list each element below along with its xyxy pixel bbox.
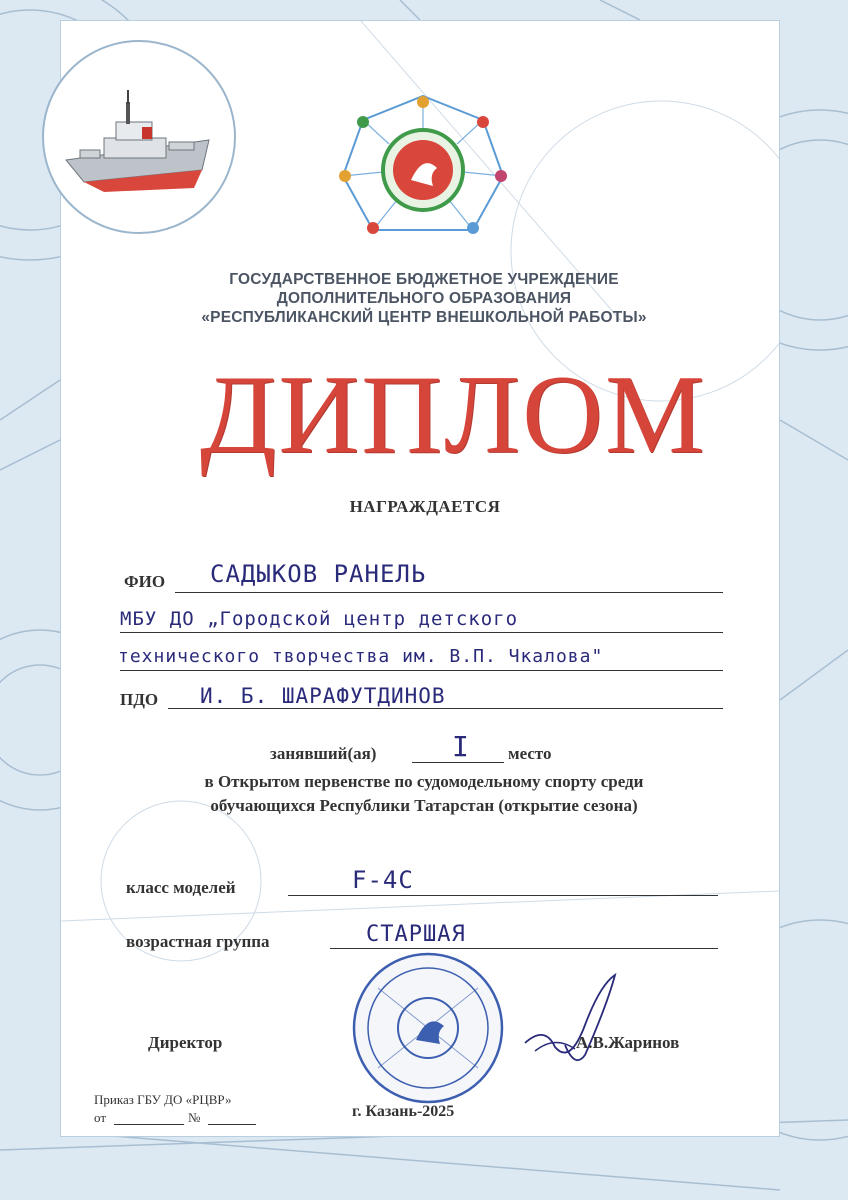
institution-line-2: технического творчества им. В.П. Чкалова" xyxy=(118,646,604,667)
org-line-1: ГОСУДАРСТВЕННОЕ БЮДЖЕТНОЕ УЧРЕЖДЕНИЕ xyxy=(229,271,619,288)
official-stamp xyxy=(348,948,508,1108)
model-class-value: F-4C xyxy=(352,866,414,894)
city-year: г. Казань-2025 xyxy=(352,1103,455,1120)
order-number-line xyxy=(208,1124,256,1125)
order-date-label: от xyxy=(94,1110,107,1125)
model-class-line xyxy=(288,895,718,896)
director-signature xyxy=(515,965,635,1075)
republic-emblem xyxy=(333,88,513,248)
place-value: I xyxy=(452,730,470,763)
competition-line-2: обучающихся Республики Татарстан (открытие сезона) xyxy=(210,796,638,815)
org-line xyxy=(120,632,723,633)
fio-line xyxy=(175,592,723,593)
competition-line-1: в Открытом первенстве по судомодельному спорту среди xyxy=(204,772,644,791)
age-group-value: СТАРШАЯ xyxy=(366,922,466,947)
age-group-label: возрастная группа xyxy=(126,932,270,951)
institution-line-1: МБУ ДО „Городской центр детского xyxy=(120,608,519,630)
order-number-label: № xyxy=(188,1110,201,1125)
org-line-3: «РЕСПУБЛИКАНСКИЙ ЦЕНТР ВНЕШКОЛЬНОЙ РАБОТЫ» xyxy=(201,309,647,326)
order-date-line xyxy=(114,1124,184,1125)
order-line-1: Приказ ГБУ ДО «РЦВР» xyxy=(94,1092,232,1107)
model-class-label: класс моделей xyxy=(126,878,236,897)
place-suffix: место xyxy=(508,744,552,763)
pdo-line xyxy=(168,708,723,709)
place-prefix: занявший(ая) xyxy=(270,744,377,763)
org-line-2-rule xyxy=(120,670,723,671)
pdo-label: ПДО xyxy=(120,690,159,709)
director-name: А.В.Жаринов xyxy=(576,1033,680,1052)
awarded-heading: НАГРАЖДАЕТСЯ xyxy=(349,497,501,516)
director-label: Директор xyxy=(148,1033,223,1052)
org-line-2: ДОПОЛНИТЕЛЬНОГО ОБРАЗОВАНИЯ xyxy=(276,290,572,307)
pdo-value: И. Б. ШАРАФУТДИНОВ xyxy=(200,684,446,708)
fio-label: ФИО xyxy=(124,572,166,591)
diploma-title: ДИПЛОМ xyxy=(200,353,707,477)
fio-value: САДЫКОВ РАНЕЛЬ xyxy=(210,560,427,588)
ship-model-image xyxy=(42,40,236,234)
